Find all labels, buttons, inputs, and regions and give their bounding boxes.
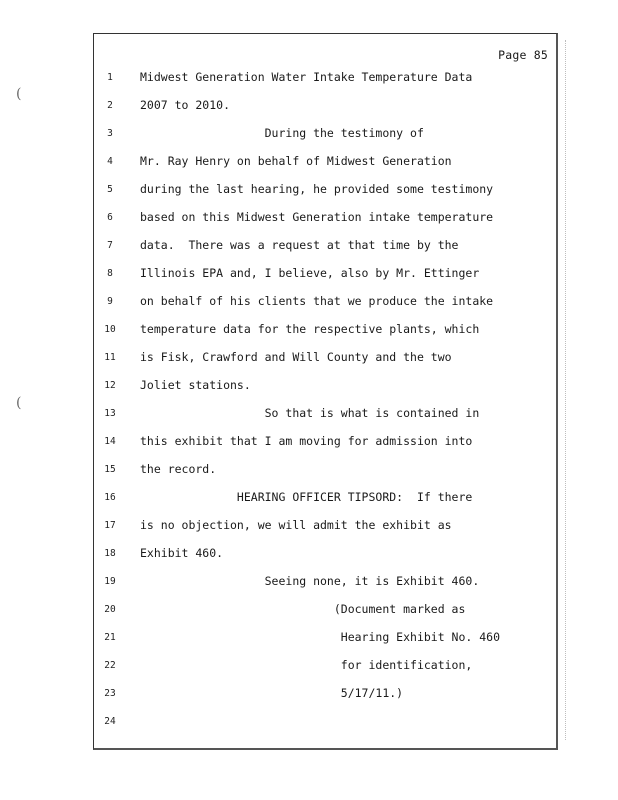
line-text: Joliet stations.: [140, 378, 251, 392]
line-text: temperature data for the respective plants, which: [140, 322, 480, 336]
transcript-line: [94, 378, 556, 394]
line-text: So that is what is contained in: [140, 406, 480, 420]
line-number: 16: [104, 492, 116, 503]
line-text: based on this Midwest Generation intake temperature: [140, 210, 494, 224]
line-text: 5/17/11.): [140, 686, 404, 700]
line-text: Exhibit 460.: [140, 546, 224, 560]
line-text: Hearing Exhibit No. 460: [140, 630, 501, 644]
line-number: 6: [107, 212, 113, 223]
transcript-line: [94, 714, 556, 730]
line-text: Mr. Ray Henry on behalf of Midwest Generation: [140, 154, 452, 168]
transcript-line: [94, 238, 556, 254]
line-text: during the last hearing, he provided some testimony: [140, 182, 494, 196]
transcript-line: [94, 490, 556, 506]
line-number: 14: [104, 436, 116, 447]
transcript-line: [94, 462, 556, 478]
line-text: HEARING OFFICER TIPSORD: If there: [140, 490, 473, 504]
line-number: 3: [107, 128, 113, 139]
line-number: 7: [107, 240, 113, 251]
line-text: is Fisk, Crawford and Will County and the two: [140, 350, 452, 364]
transcript-line: [94, 322, 556, 338]
line-number: 8: [107, 268, 113, 279]
transcript-line: [94, 266, 556, 282]
scan-edge-artifact: [561, 40, 566, 740]
line-number: 22: [104, 660, 116, 671]
transcript-frame: [93, 33, 558, 750]
transcript-line: [94, 658, 556, 674]
line-text: Midwest Generation Water Intake Temperature Data: [140, 70, 473, 84]
line-number: 20: [104, 604, 116, 615]
punch-hole-mark: (: [16, 86, 22, 102]
transcript-line: [94, 294, 556, 310]
line-number: 1: [107, 72, 113, 83]
line-text: Illinois EPA and, I believe, also by Mr. Ettinger: [140, 266, 480, 280]
line-number: 9: [107, 296, 113, 307]
transcript-line: [94, 518, 556, 534]
page-number: Page 85: [498, 48, 548, 62]
line-number: 10: [104, 324, 116, 335]
line-number: 2: [107, 100, 113, 111]
line-number: 18: [104, 548, 116, 559]
line-number: 23: [104, 688, 116, 699]
line-text: for identification,: [140, 658, 473, 672]
line-number: 24: [104, 716, 116, 727]
transcript-line: [94, 182, 556, 198]
transcript-line: [94, 210, 556, 226]
transcript-line: [94, 126, 556, 142]
transcript-line: [94, 602, 556, 618]
line-number: 15: [104, 464, 116, 475]
line-number: 17: [104, 520, 116, 531]
punch-hole-mark: (: [16, 395, 22, 411]
transcript-line: [94, 406, 556, 422]
line-text: the record.: [140, 462, 217, 476]
line-number: 4: [107, 156, 113, 167]
line-number: 11: [104, 352, 116, 363]
transcript-line: [94, 686, 556, 702]
line-text: data. There was a request at that time by the: [140, 238, 459, 252]
line-text: During the testimony of: [140, 126, 424, 140]
line-number: 5: [107, 184, 113, 195]
transcript-line: [94, 630, 556, 646]
transcript-line: [94, 546, 556, 562]
transcript-line: [94, 98, 556, 114]
line-text: 2007 to 2010.: [140, 98, 231, 112]
line-text: on behalf of his clients that we produce the intake: [140, 294, 494, 308]
transcript-line: [94, 70, 556, 86]
line-number: 12: [104, 380, 116, 391]
line-number: 19: [104, 576, 116, 587]
line-number: 13: [104, 408, 116, 419]
line-text: Seeing none, it is Exhibit 460.: [140, 574, 480, 588]
line-text: is no objection, we will admit the exhibit as: [140, 518, 452, 532]
transcript-line: [94, 350, 556, 366]
transcript-line: [94, 574, 556, 590]
transcript-line: [94, 154, 556, 170]
line-number: 21: [104, 632, 116, 643]
transcript-line: [94, 434, 556, 450]
line-text: (Document marked as: [140, 602, 466, 616]
line-text: this exhibit that I am moving for admission into: [140, 434, 473, 448]
